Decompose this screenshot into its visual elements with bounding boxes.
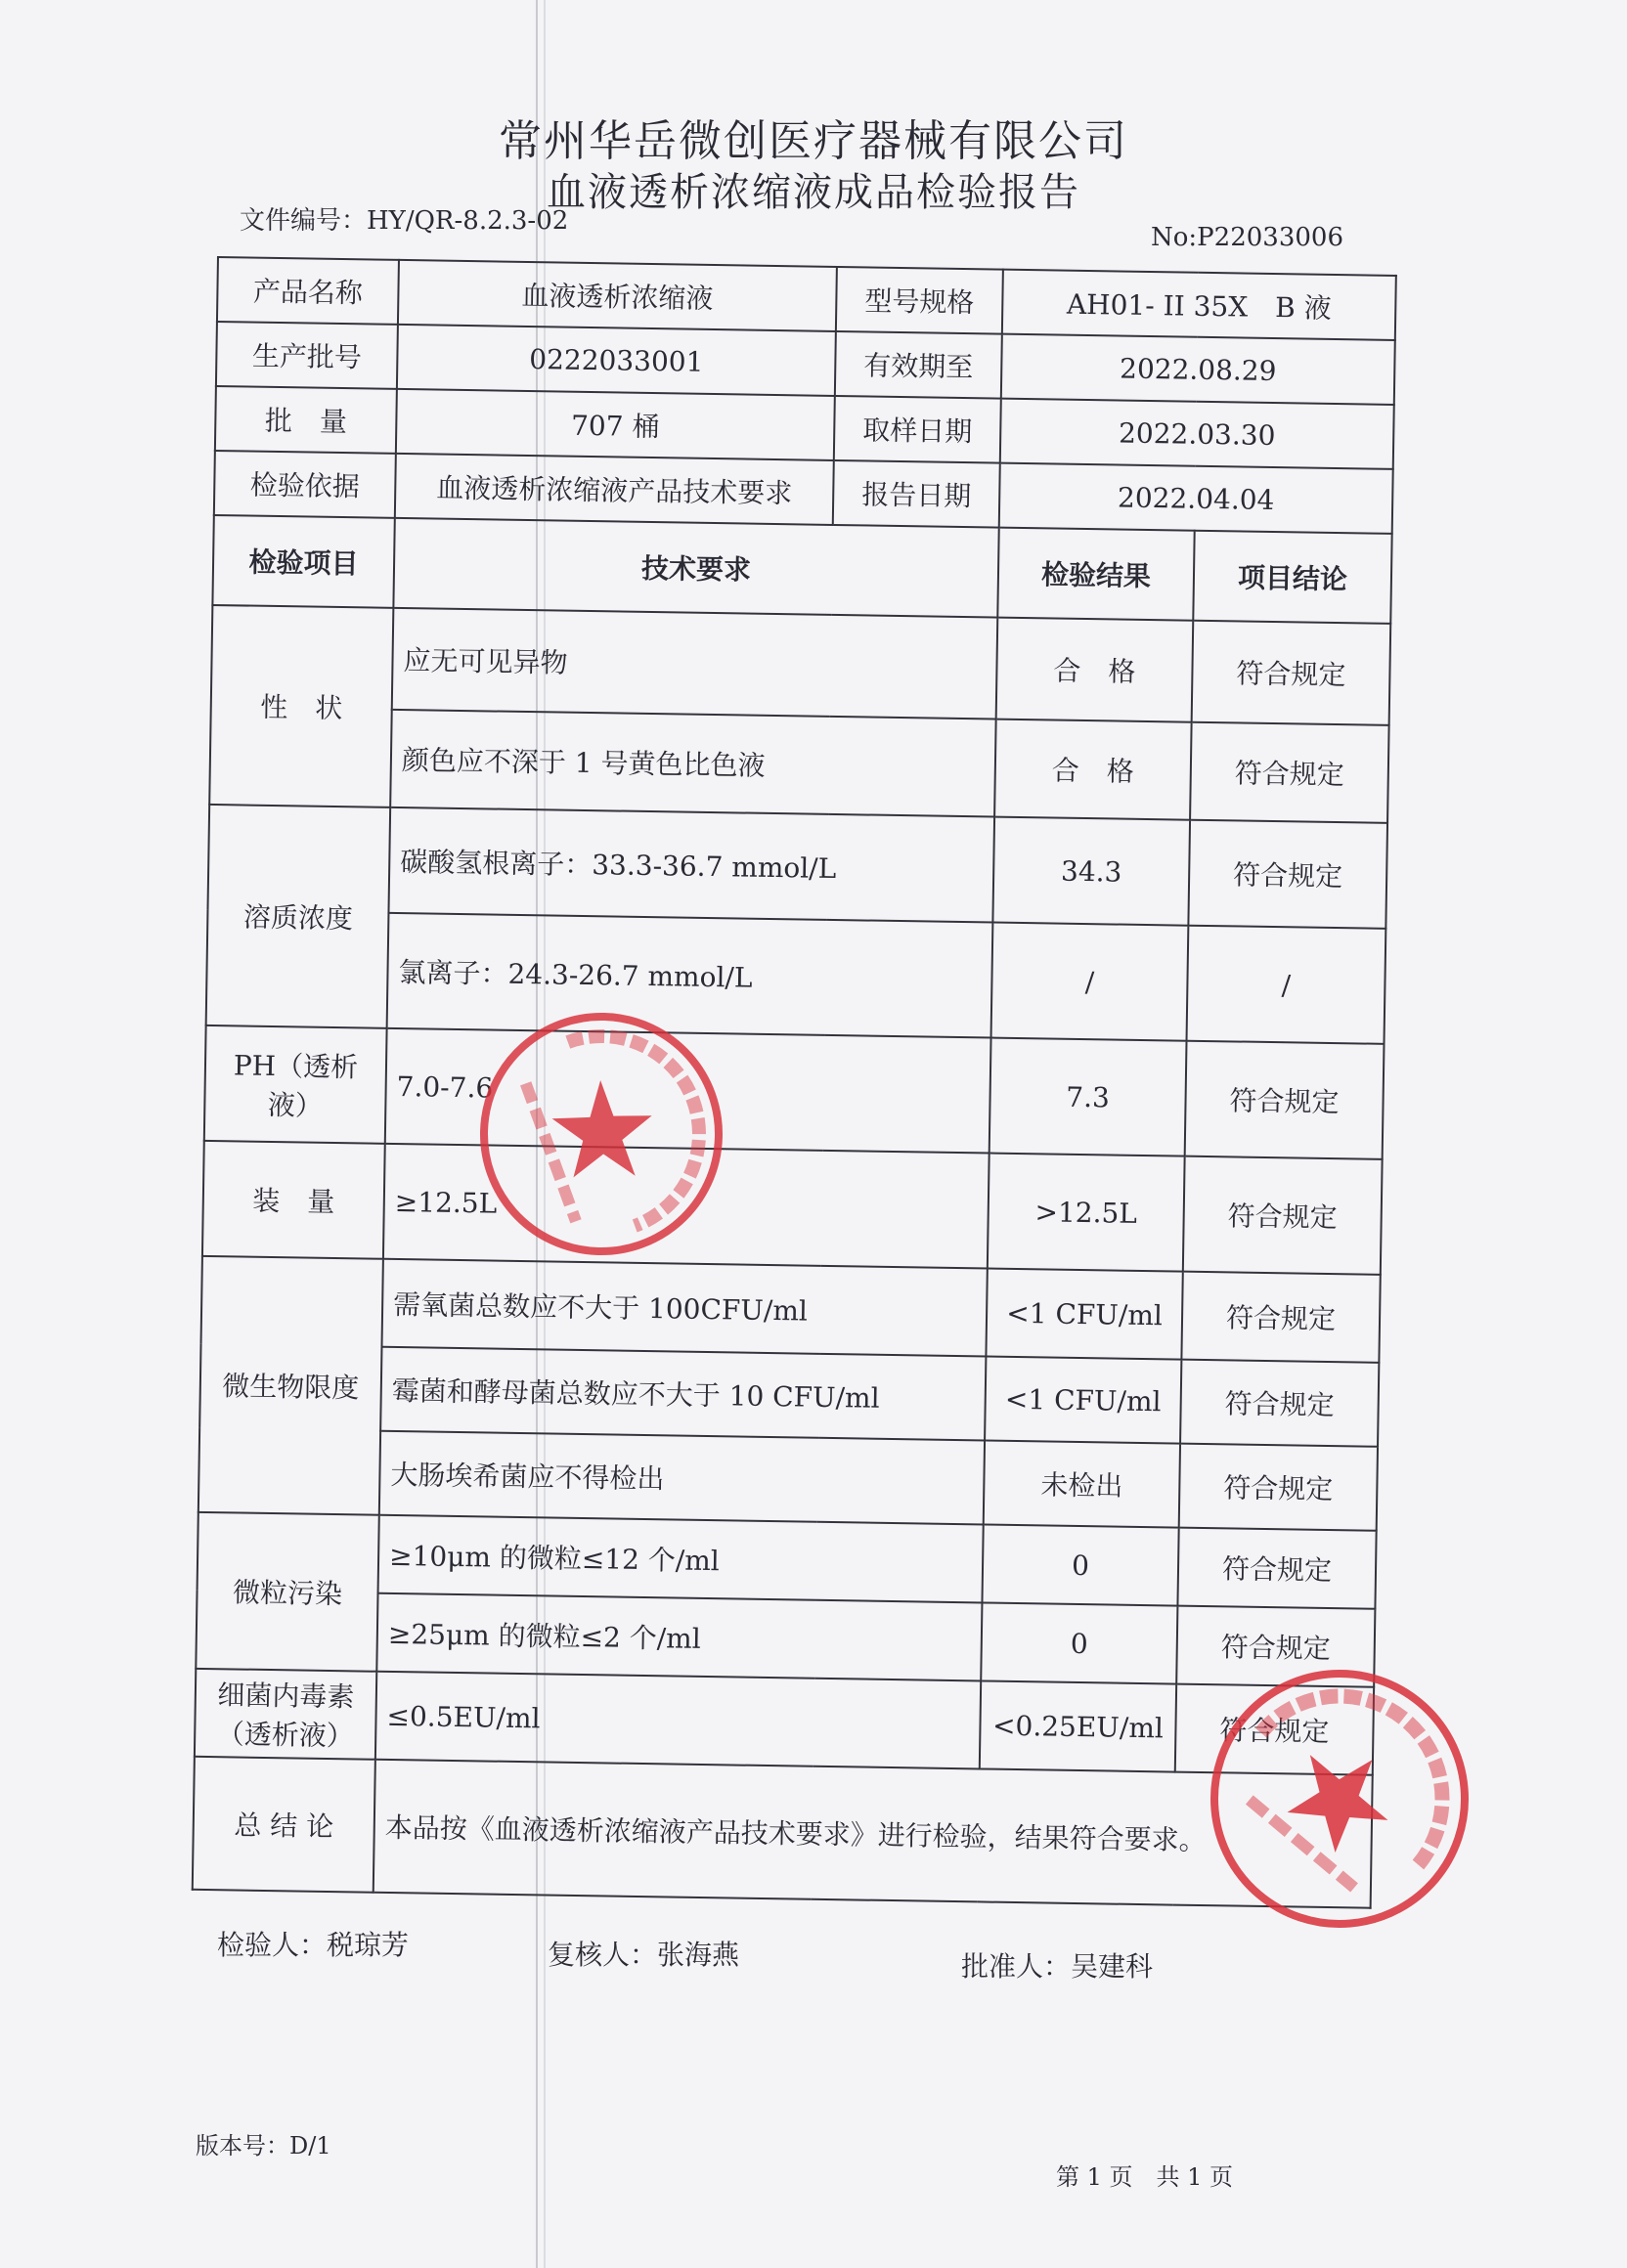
sample-date-label: 取样日期 (834, 396, 1001, 463)
result-cell: 合 格 (994, 720, 1192, 820)
basis-label: 检验依据 (214, 451, 396, 518)
batch-value: 0222033001 (397, 325, 836, 396)
table-row (211, 605, 1391, 725)
requirement-cell: 颜色应不深于 1 号黄色比色液 (390, 710, 995, 817)
requirement-cell: ≤0.5EU/ml (375, 1672, 981, 1769)
conclusion-cell: 符合规定 (1192, 621, 1391, 725)
result-cell: 34.3 (992, 817, 1190, 926)
result-cell: 合 格 (996, 618, 1194, 722)
requirement-cell: 7.0-7.6 (385, 1028, 991, 1154)
table-row (202, 1141, 1383, 1275)
summary-text: 本品按《血液透析浓缩液产品技术要求》进行检验，结果符合要求。 (374, 1760, 1373, 1908)
result-cell: 0 (981, 1602, 1177, 1683)
item-volume: 装 量 (202, 1141, 385, 1259)
inspector: 检验人：税琼芳 (217, 1929, 410, 1961)
conclusion-cell: 符合规定 (1185, 1041, 1385, 1159)
conclusion-cell: 符合规定 (1179, 1444, 1378, 1531)
conclusion-cell: 符合规定 (1180, 1360, 1379, 1447)
reviewer: 复核人：张海燕 (548, 1939, 740, 1971)
requirement-cell: ≥12.5L (383, 1144, 989, 1269)
item-microbial-limit: 微生物限度 (198, 1256, 383, 1515)
table-row (204, 1025, 1385, 1159)
company-name: 常州华岳微创医疗器械有限公司 (499, 116, 1128, 166)
model-value: AH01- II 35X B 液 (1002, 270, 1396, 340)
summary-label: 总 结 论 (193, 1757, 375, 1893)
page-number: 第 1 页 共 1 页 (1056, 2163, 1234, 2191)
product-name: 血液透析浓缩液 (398, 260, 837, 331)
file-number: 文件编号：HY/QR-8.2.3-02 (240, 206, 569, 236)
result-cell: >12.5L (988, 1154, 1185, 1272)
requirement-cell: 霉菌和酵母菌总数应不大于 10 CFU/ml (380, 1347, 986, 1441)
header-requirement: 技术要求 (393, 518, 998, 618)
conclusion-cell: 符合规定 (1181, 1272, 1380, 1363)
result-cell: <1 CFU/ml (986, 1269, 1182, 1360)
requirement-cell: 应无可见异物 (392, 608, 998, 720)
requirement-cell: ≥25μm 的微粒≤2 个/ml (376, 1593, 982, 1681)
requirement-cell: 氯离子：24.3-26.7 mmol/L (387, 913, 993, 1038)
conclusion-cell: 符合规定 (1188, 820, 1387, 929)
conclusion-cell: 符合规定 (1177, 1528, 1376, 1609)
qty-value: 707 桶 (396, 389, 835, 460)
table-row (207, 805, 1387, 929)
header-conclusion: 项目结论 (1193, 531, 1391, 624)
requirement-cell: ≥10μm 的微粒≤12 个/ml (378, 1515, 984, 1603)
item-appearance: 性 状 (209, 605, 393, 807)
report-number: No:P22033006 (1151, 223, 1343, 252)
result-cell: <0.25EU/ml (980, 1680, 1176, 1771)
header-item: 检验项目 (212, 515, 394, 608)
report-date-value: 2022.04.04 (999, 463, 1393, 534)
basis-value: 血液透析浓缩液产品技术要求 (395, 454, 834, 525)
expiry-value: 2022.08.29 (1001, 334, 1395, 405)
expiry-label: 有效期至 (835, 331, 1002, 399)
result-cell: 0 (982, 1524, 1178, 1605)
report-title: 血液透析浓缩液成品检验报告 (547, 170, 1080, 215)
batch-label: 生产批号 (216, 322, 398, 389)
table-row (201, 1256, 1381, 1363)
version-number: 版本号：D/1 (196, 2132, 331, 2159)
product-name-label: 产品名称 (217, 257, 399, 325)
result-cell: / (991, 923, 1189, 1041)
requirement-cell: 大肠埃希菌应不得检出 (379, 1431, 985, 1525)
approver: 批准人：吴建科 (961, 1950, 1154, 1983)
model-label: 型号规格 (836, 267, 1003, 334)
conclusion-cell: 符合规定 (1176, 1606, 1375, 1687)
requirement-cell: 需氧菌总数应不大于 100CFU/ml (381, 1259, 987, 1357)
conclusion-cell: 符合规定 (1190, 722, 1389, 823)
result-cell: 7.3 (989, 1038, 1187, 1156)
sample-date-value: 2022.03.30 (1000, 399, 1394, 469)
item-endotoxin: 细菌内毒素（透析液） (195, 1669, 376, 1760)
report-date-label: 报告日期 (833, 460, 1000, 528)
quality-inspection-stamp (1203, 1662, 1476, 1936)
conclusion-cell: 符合规定 (1175, 1684, 1374, 1775)
result-cell: 未检出 (984, 1440, 1180, 1527)
conclusion-cell: 符合规定 (1183, 1156, 1383, 1275)
summary-row (193, 1757, 1373, 1908)
item-particle-contamination: 微粒污染 (196, 1512, 378, 1672)
header-result: 检验结果 (997, 528, 1194, 621)
item-solute-concentration: 溶质浓度 (206, 805, 391, 1028)
item-ph: PH（透析液） (204, 1025, 387, 1144)
result-cell: <1 CFU/ml (985, 1356, 1181, 1443)
conclusion-cell: / (1187, 926, 1386, 1044)
requirement-cell: 碳酸氢根离子：33.3-36.7 mmol/L (388, 807, 994, 923)
inspection-stamp (474, 1007, 728, 1261)
qty-label: 批 量 (215, 386, 397, 454)
